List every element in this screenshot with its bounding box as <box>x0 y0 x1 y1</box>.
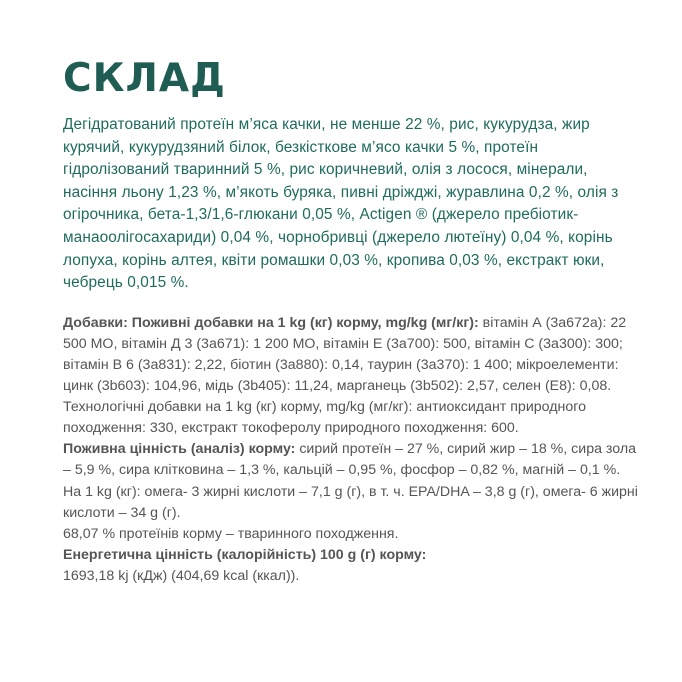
additives-paragraph <box>63 313 638 440</box>
product-composition-card <box>63 56 638 587</box>
energy-label: Енергетична цінність (калорійність) 100 g (г) корму: <box>63 546 427 563</box>
additives-section <box>63 313 638 587</box>
page-title: СКЛАД <box>63 56 226 101</box>
nutrition-paragraph <box>63 439 638 523</box>
nutrition-label: Поживна цінність (аналіз) корму: <box>63 441 296 458</box>
energy-text: 1693,18 kj (кДж) (404,69 kcal (ккал)). <box>63 567 300 584</box>
composition-text: Дегідратований протеїн м’яса качки, не менше 22 %, рис, кукурудза, жир курячий, кукурудзяний білок, безкісткове м’ясо качки 5 %, протеїн гідролізований тваринний 5 %, рис коричневий, олія з лосося, мінерали, насіння льону 1,23 %, м’якоть буряка, пивні дріжджі, журавлина 0,2 %, олія з огірочника, бета-1,3/1,6-глюкани 0,05 %, Actigen ® (джерело пребіотик-манаоолігосахариди) 0,04 %, чорнобривці (джерело лютеїну) 0,04 %, корінь лопуха, корінь алтея, квіти ромашки 0,03 %, кропива 0,03 %, екстракт юки, чебрець 0,015 %. <box>63 116 619 292</box>
animal-origin-text: 68,07 % протеїнів корму – тваринного походження. <box>63 525 399 542</box>
additives-text: вітамін А (3а672а): 22 500 МО, вітамін Д 3 (3а671): 1 200 МО, вітамін Е (3а700): 500, вітамін С (3а300): 300; вітамін В 6 (3а831): 2,22, біотин (3а880): 0,14, таурин (3а370): 1 400; мікроелементи: цинк (3b603): 104,96, мідь (3b405): 11,24, марганець (3b502): 2,57, селен (Е8): 0,08. Технологічні добавки на 1 kg (кг) корму, mg/kg (мг/кг): антиоксидант природного походження: 330, екстракт токоферолу природного походження: 600. <box>63 314 627 437</box>
nutrition-text: сирий протеїн – 27 %, сирий жир – 18 %, сира зола – 5,9 %, сира клітковина – 1,3 %, кальцій – 0,95 %, фосфор – 0,82 %, магній – 0,1 %. На 1 kg (кг): омега- 3 жирні кислоти – 7,1 g (г), в т. ч. EPA/DHA – 3,8 g (г), омега- 6 жирні кислоти – 34 g (г). <box>63 441 638 521</box>
additives-label: Добавки: Поживні добавки на 1 kg (кг) корму, mg/kg (мг/кг): <box>63 314 479 331</box>
